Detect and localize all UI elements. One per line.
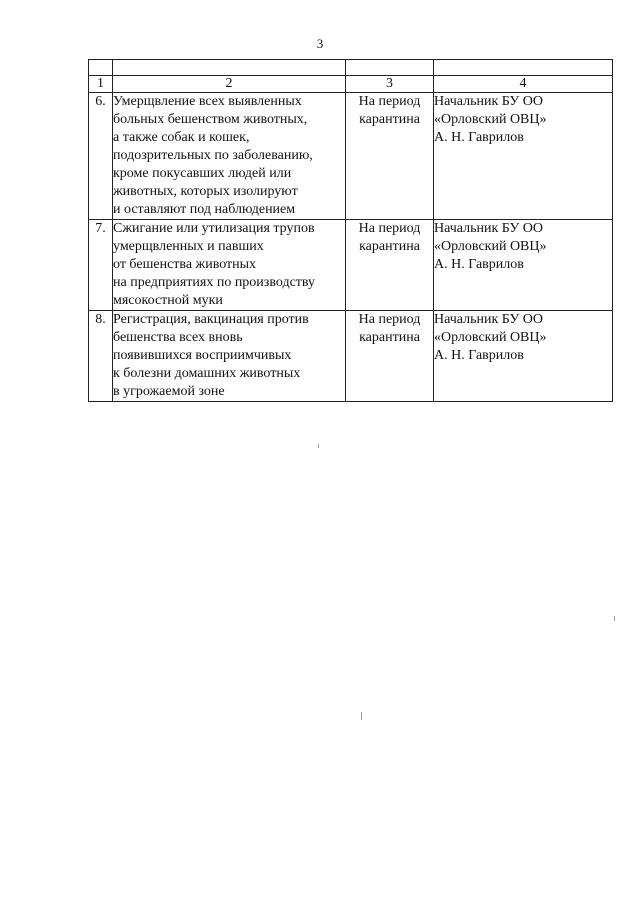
column-header-3: 3 [346, 76, 434, 93]
page-number: 3 [316, 36, 324, 51]
measure-cell [113, 220, 346, 311]
period-line: На период [358, 312, 421, 327]
measure-line: Сжигание или утилизация трупов [113, 221, 315, 236]
measure-line: больных бешенством животных, [113, 112, 308, 127]
responsible-line: «Орловский ОВЦ» [434, 330, 547, 345]
period-cell [346, 311, 434, 402]
blank-cell [113, 60, 346, 76]
blank-cell [89, 60, 113, 76]
column-header-1: 1 [89, 76, 113, 93]
measure-line: появившихся восприимчивых [113, 348, 292, 363]
responsible-line: Начальник БУ ОО [434, 94, 543, 109]
responsible-line: А. Н. Гаврилов [434, 348, 524, 363]
measure-line: а также собак и кошек, [113, 130, 250, 145]
measure-line: и оставляют под наблюдением [113, 202, 296, 217]
measure-line: кроме покусавших людей или [113, 166, 292, 181]
scan-speck [614, 616, 615, 621]
measure-line: на предприятиях по производству [113, 275, 316, 290]
responsible-line: Начальник БУ ОО [434, 221, 543, 236]
measure-line: к болезни домашних животных [113, 366, 301, 381]
responsible-cell [434, 93, 613, 220]
measure-cell [113, 311, 346, 402]
period-line: карантина [359, 112, 420, 127]
measures-table [88, 59, 613, 402]
row-number: 7. [89, 220, 113, 311]
table-row [89, 220, 613, 311]
responsible-cell [434, 220, 613, 311]
scan-speck [361, 712, 362, 720]
column-header-2: 2 [113, 76, 346, 93]
period-line: карантина [359, 330, 420, 345]
period-line: На период [358, 221, 421, 236]
scan-speck [318, 444, 319, 448]
measure-line: от бешенства животных [113, 257, 257, 272]
responsible-line: А. Н. Гаврилов [434, 130, 524, 145]
responsible-line: Начальник БУ ОО [434, 312, 543, 327]
measure-cell [113, 93, 346, 220]
measure-line: Умерщвление всех выявленных [113, 94, 302, 109]
measure-line: мясокостной муки [113, 293, 223, 308]
responsible-line: А. Н. Гаврилов [434, 257, 524, 272]
table-row [89, 93, 613, 220]
period-cell [346, 220, 434, 311]
measure-line: в угрожаемой зоне [113, 384, 225, 399]
measure-line: подозрительных по заболеванию, [113, 148, 313, 163]
row-number: 8. [89, 311, 113, 402]
responsible-cell [434, 311, 613, 402]
table-row [89, 311, 613, 402]
table-top-blank-row [89, 60, 613, 76]
column-header-4: 4 [434, 76, 613, 93]
period-line: На период [358, 94, 421, 109]
blank-cell [434, 60, 613, 76]
responsible-line: «Орловский ОВЦ» [434, 239, 547, 254]
blank-cell [346, 60, 434, 76]
measure-line: животных, которых изолируют [113, 184, 298, 199]
measure-line: Регистрация, вакцинация против [113, 312, 309, 327]
measure-line: умерщвленных и павших [113, 239, 264, 254]
period-line: карантина [359, 239, 420, 254]
measure-line: бешенства всех вновь [113, 330, 243, 345]
column-number-header-row [89, 76, 613, 93]
row-number: 6. [89, 93, 113, 220]
responsible-line: «Орловский ОВЦ» [434, 112, 547, 127]
period-cell [346, 93, 434, 220]
